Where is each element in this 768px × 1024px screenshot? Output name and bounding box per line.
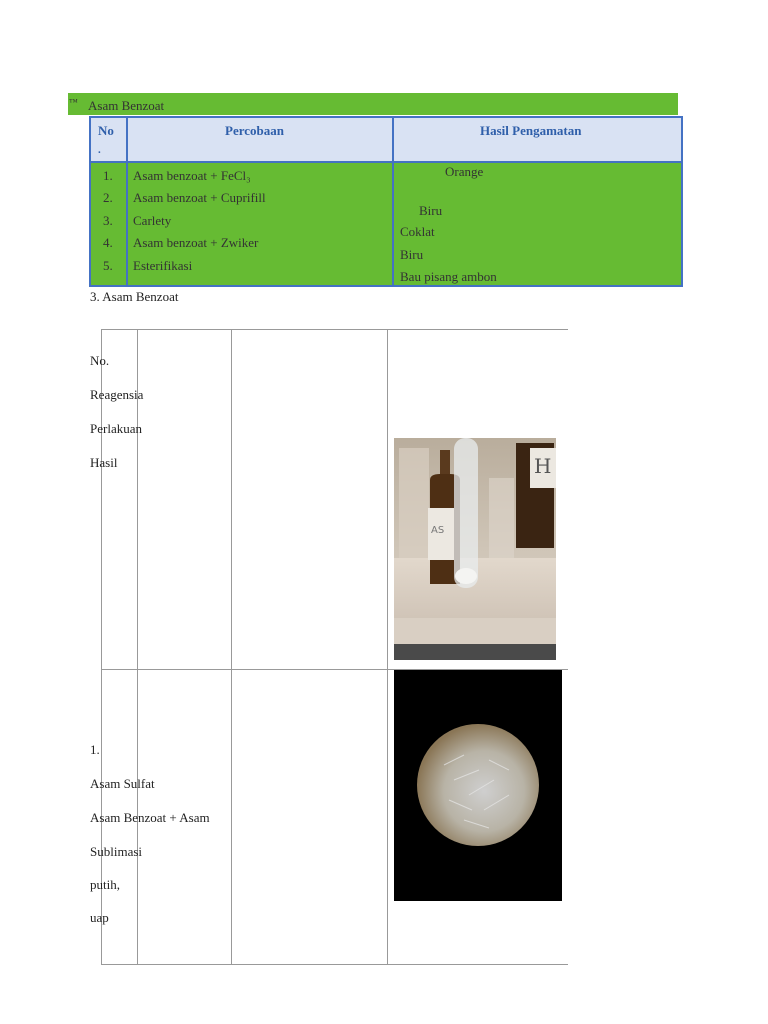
row-percobaan: Asam benzoat + FeCl₃ <box>133 168 251 183</box>
label-row-no: 1. <box>90 742 100 757</box>
row-percobaan: Esterifikasi <box>133 258 193 273</box>
hasil-value: Coklat <box>400 224 435 239</box>
table-divider <box>231 329 232 965</box>
section-title: Asam Benzoat <box>88 98 165 113</box>
row-no: 2. <box>103 190 113 205</box>
microscope-crystal-photo <box>394 670 562 901</box>
table-divider <box>101 329 568 330</box>
table-divider <box>101 964 568 965</box>
bullet-mark: ™ <box>69 97 78 107</box>
hasil-value: Biru <box>419 203 443 218</box>
section-title: 3. Asam Benzoat <box>90 289 179 304</box>
table-divider <box>387 329 388 965</box>
hasil-value: Biru <box>400 247 424 262</box>
row-percobaan: Carlety <box>133 213 172 228</box>
header-percobaan: Percobaan <box>225 123 284 138</box>
table-header <box>89 116 683 162</box>
header-no: No <box>98 123 114 138</box>
label-result-2: uap <box>90 910 109 925</box>
lab-bottles-photo <box>394 438 556 660</box>
svg-text:H: H <box>534 454 552 478</box>
row-no: 1. <box>103 168 113 183</box>
header-hasil: Hasil Pengamatan <box>480 123 582 138</box>
label-method: Sublimasi <box>90 844 143 859</box>
row-no: 3. <box>103 213 113 228</box>
row-no: 4. <box>103 235 113 250</box>
label-reagensia: Reagensia <box>90 387 144 402</box>
label-no: No. <box>90 353 110 368</box>
label-hasil: Hasil <box>90 455 118 470</box>
label-treatment: Asam Benzoat + Asam <box>90 810 210 825</box>
label-result: putih, <box>90 877 120 892</box>
hasil-value: Orange <box>445 164 484 179</box>
svg-text:AS: AS <box>431 525 445 536</box>
row-no: 5. <box>103 258 113 273</box>
results-table <box>89 116 683 287</box>
row-percobaan: Asam benzoat + Cuprifill <box>133 190 266 205</box>
row-percobaan: Asam benzoat + Zwiker <box>133 235 259 250</box>
header-no-dot: . <box>98 144 101 156</box>
hasil-value: Bau pisang ambon <box>400 269 497 284</box>
label-perlakuan: Perlakuan <box>90 421 142 436</box>
label-reagent: Asam Sulfat <box>90 776 155 791</box>
